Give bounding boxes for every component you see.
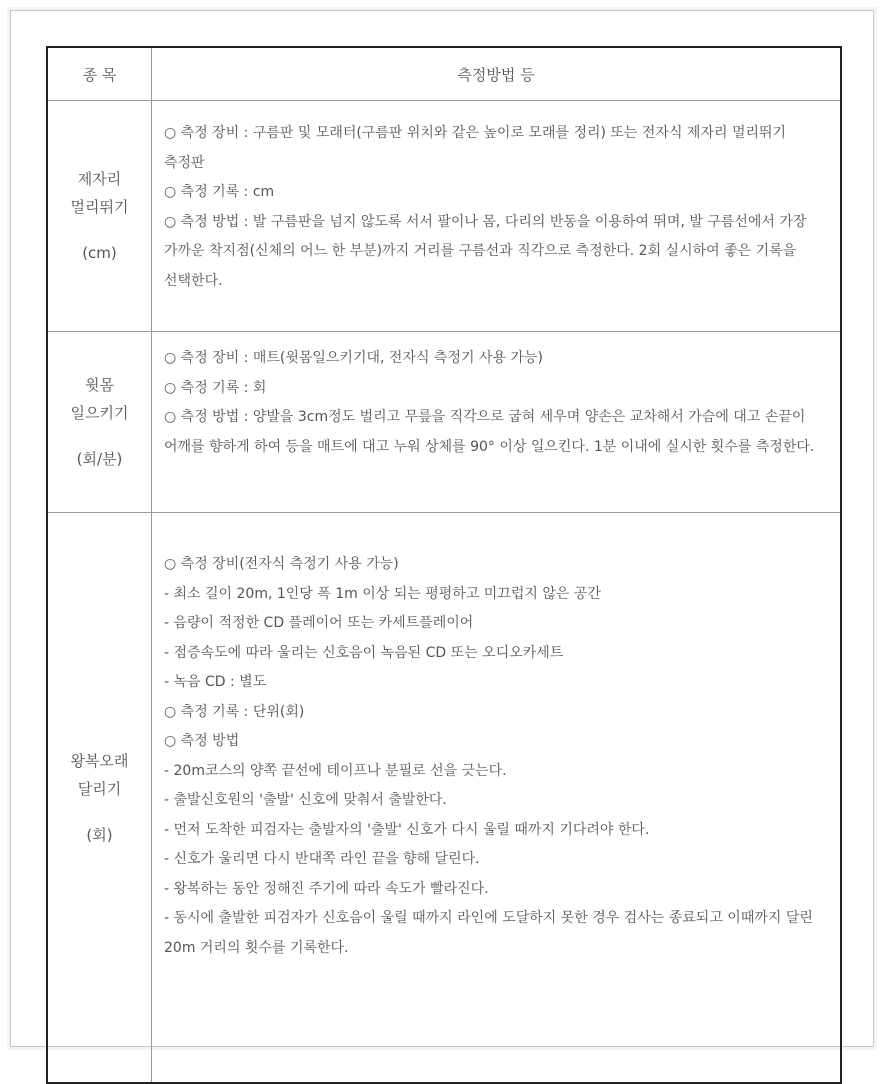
event-cell-standing-long-jump (47, 101, 152, 332)
table-row (47, 101, 841, 332)
event-name-line: 윗몸 (85, 376, 114, 394)
method-line: - 최소 길이 20m, 1인당 폭 1m 이상 되는 평평하고 미끄럽지 않은 공간 (164, 585, 601, 602)
event-unit: (cm) (82, 244, 117, 262)
event-name-line: 멀리뛰기 (70, 198, 129, 216)
method-line: ○ 측정 기록 : cm (164, 184, 275, 200)
event-name-line: 제자리 (77, 170, 122, 188)
method-line: - 동시에 출발한 피검자가 신호음이 울릴 때까지 라인에 도달하지 못한 경우 검사는 종료되고 이때까지 달린 20m 거리의 횟수를 기록한다. (164, 910, 813, 956)
method-line: - 신호가 울리면 다시 반대쪽 라인 끝을 향해 달린다. (164, 851, 480, 867)
fitness-test-table (46, 46, 842, 1084)
table-row (47, 513, 841, 1084)
method-line: - 점증속도에 따라 울리는 신호음이 녹음된 CD 또는 오디오카세트 (164, 644, 564, 661)
method-line: - 녹음 CD : 별도 (164, 674, 267, 690)
event-unit: (회) (86, 825, 113, 844)
method-line: ○ 측정 장비(전자식 측정기 사용 가능) (164, 556, 399, 572)
method-cell-standing-long-jump (152, 101, 842, 332)
method-cell-shuttle-run (152, 513, 842, 1084)
event-cell-shuttle-run (47, 513, 152, 1084)
method-line: ○ 측정 방법 : 양발을 3cm정도 벌리고 무릎을 직각으로 굽혀 세우며 양손은 교차해서 가슴에 대고 손끝이 어깨를 향하게 하여 등을 매트에 대고 누워 상체를 90° 이상 일으킨다. 1분 이내에 실시한 횟수를 측정한다. (164, 409, 815, 455)
table-header-row (47, 47, 841, 101)
method-cell-sit-ups (152, 332, 842, 513)
event-name-line: 왕복오래 (70, 751, 129, 770)
method-line: ○ 측정 기록 : 회 (164, 379, 267, 396)
method-line: ○ 측정 방법 : 발 구름판을 넘지 않도록 서서 팔이나 몸, 다리의 반동을 이용하여 뛰며, 발 구름선에서 가장 가까운 착지점(신체의 어느 한 부분)까지 거리를 구름선과 직각으로 측정한다. 2회 실시하여 좋은 기록을 선택한다. (164, 213, 807, 289)
header-method: 측정방법 등 (152, 47, 842, 101)
method-line: ○ 측정 기록 : 단위(회) (164, 703, 305, 720)
method-line: ○ 측정 방법 (164, 733, 240, 749)
event-unit: (회/분) (76, 450, 123, 468)
method-line: - 왕복하는 동안 정해진 주기에 따라 속도가 빨라진다. (164, 880, 489, 897)
table-row (47, 332, 841, 513)
header-event: 종 목 (47, 47, 152, 101)
method-line: ○ 측정 장비 : 구름판 및 모래터(구름판 위치와 같은 높이로 모래를 정리) 또는 전자식 제자리 멀리뛰기 측정판 (164, 125, 787, 171)
method-line: - 먼저 도착한 피검자는 출발자의 '출발' 신호가 다시 울릴 때까지 기다려야 한다. (164, 821, 650, 838)
event-name-line: 달리기 (77, 779, 122, 798)
method-line: - 음량이 적정한 CD 플레이어 또는 카세트플레이어 (164, 615, 474, 631)
event-cell-sit-ups (47, 332, 152, 513)
event-name-line: 일으키기 (70, 404, 129, 422)
method-line: ○ 측정 장비 : 매트(윗몸일으키기대, 전자식 측정기 사용 가능) (164, 350, 543, 366)
method-line: - 20m코스의 양쪽 끝선에 테이프나 분필로 선을 긋는다. (164, 762, 507, 779)
method-line: - 출발신호원의 '출발' 신호에 맞춰서 출발한다. (164, 792, 447, 808)
